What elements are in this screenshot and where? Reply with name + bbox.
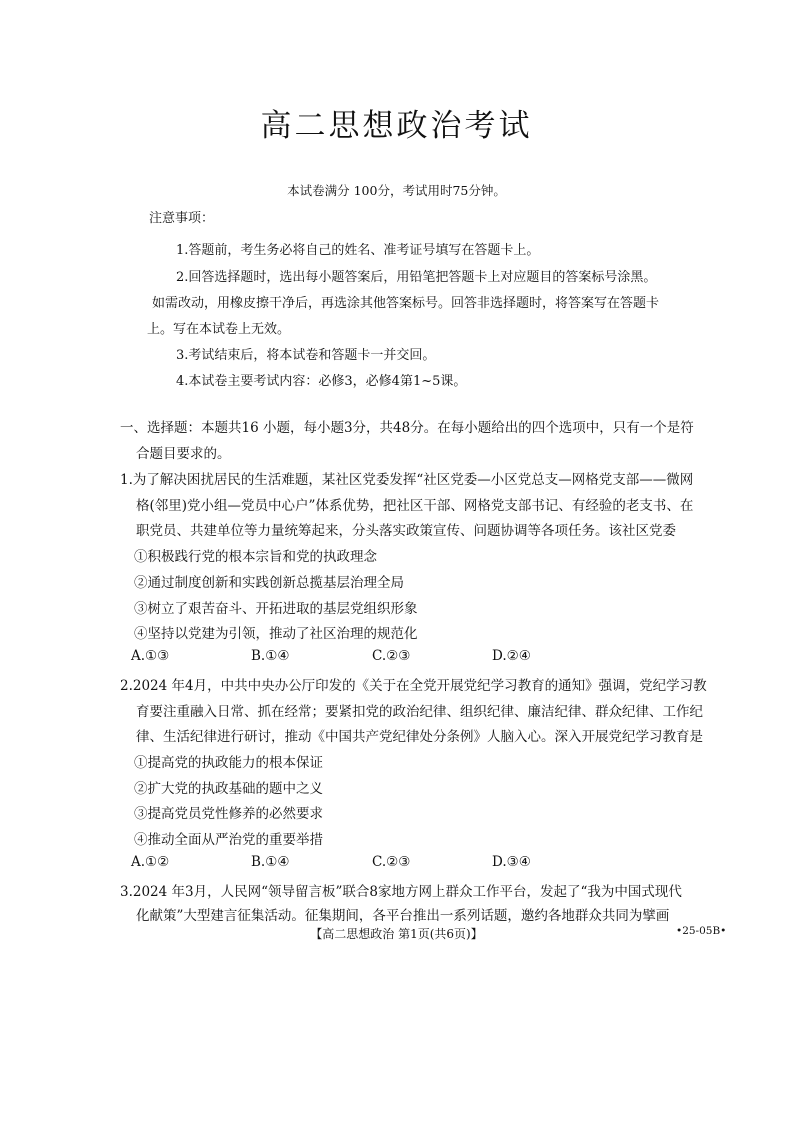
question-1-line: 格(邻里)党小组—党员中心户”体系优势，把社区干部、网格党支部书记、有经验的老支书、在 [136,498,694,514]
question-2-line: 2.2024 年4月，中共中央办公厅印发的《关于在全党开展党纪学习教育的通知》强调，党纪学习教 [120,678,707,694]
page-footer: 【高二思想政治 第1页(共6页)】 [310,927,483,941]
question-2-choice-b: B.①④ [251,854,290,870]
note-line: 上。写在本试卷上无效。 [147,322,291,337]
question-1-line: 1.为了解决困扰居民的生活难题，某社区党委发挥“社区党委—小区党总支—网格党支部——微网 [120,472,694,488]
question-2-statement: ①提高党的执政能力的根本保证 [134,755,323,771]
note-line: 1.答题前，考生务必将自己的姓名、准考证号填写在答题卡上。 [176,243,540,258]
question-1-line: 职党员、共建单位等力量统筹起来，分头落实政策宣传、问题协调等各项任务。该社区党委 [136,523,676,539]
note-line: 3.考试结束后，将本试卷和答题卡一并交回。 [176,348,436,363]
question-2-statement: ②扩大党的执政基础的题中之义 [134,781,323,797]
question-2-line: 律、生活纪律进行研讨，推动《中国共产党纪律处分条例》人脑入心。深入开展党纪学习教育是 [136,729,703,745]
section-heading: 一、选择题：本题共16 小题，每小题3分，共48分。在每小题给出的四个选项中，只有一个是符 [120,420,694,436]
question-1-statement: ②通过制度创新和实践创新总揽基层治理全局 [134,575,404,591]
question-1-statement: ①积极践行党的根本宗旨和党的执政理念 [134,549,377,565]
question-2-choice-d: D.③④ [492,854,531,870]
notes-heading: 注意事项： [149,211,215,226]
page-title: 高二思想政治考试 [260,108,533,144]
question-2-statement: ④推动全面从严治党的重要举措 [134,832,323,848]
question-2-choice-c: C.②③ [372,854,411,870]
note-line: 4.本试卷主要考试内容：必修3，必修4第1~5课。 [176,374,467,389]
question-1-choice-d: D.②④ [492,648,531,664]
question-2-statement: ③提高党员党性修养的必然要求 [134,806,323,822]
question-1-statement: ③树立了艰苦奋斗、开拓进取的基层党组织形象 [134,601,418,617]
question-2-line: 育要注重融入日常、抓在经常；要紧扣党的政治纪律、组织纪律、廉洁纪律、群众纪律、工作纪 [136,704,703,720]
section-heading-cont: 合题目要求的。 [136,446,231,462]
exam-meta: 本试卷满分 100分，考试用时75分钟。 [287,183,506,198]
question-1-choice-a: A.①③ [131,648,170,664]
paper-code: •25-05B• [676,925,727,937]
question-1-statement: ④坚持以党建为引领，推动了社区治理的规范化 [134,626,418,642]
question-3-line: 化献策”大型建言征集活动。征集期间，各平台推出一系列话题，邀约各地群众共同为擘画 [136,908,670,924]
question-1-choice-c: C.②③ [372,648,411,664]
question-1-choice-b: B.①④ [251,648,290,664]
note-line: 2.回答选择题时，选出每小题答案后，用铅笔把答题卡上对应题目的答案标号涂黑。 [176,270,657,285]
note-line: 如需改动，用橡皮擦干净后，再选涂其他答案标号。回答非选择题时，将答案写在答题卡 [152,296,660,311]
question-3-line: 3.2024 年3月，人民网“领导留言板”联合8家地方网上群众工作平台，发起了“我为中国式现代 [120,884,682,900]
question-2-choice-a: A.①② [131,854,170,870]
